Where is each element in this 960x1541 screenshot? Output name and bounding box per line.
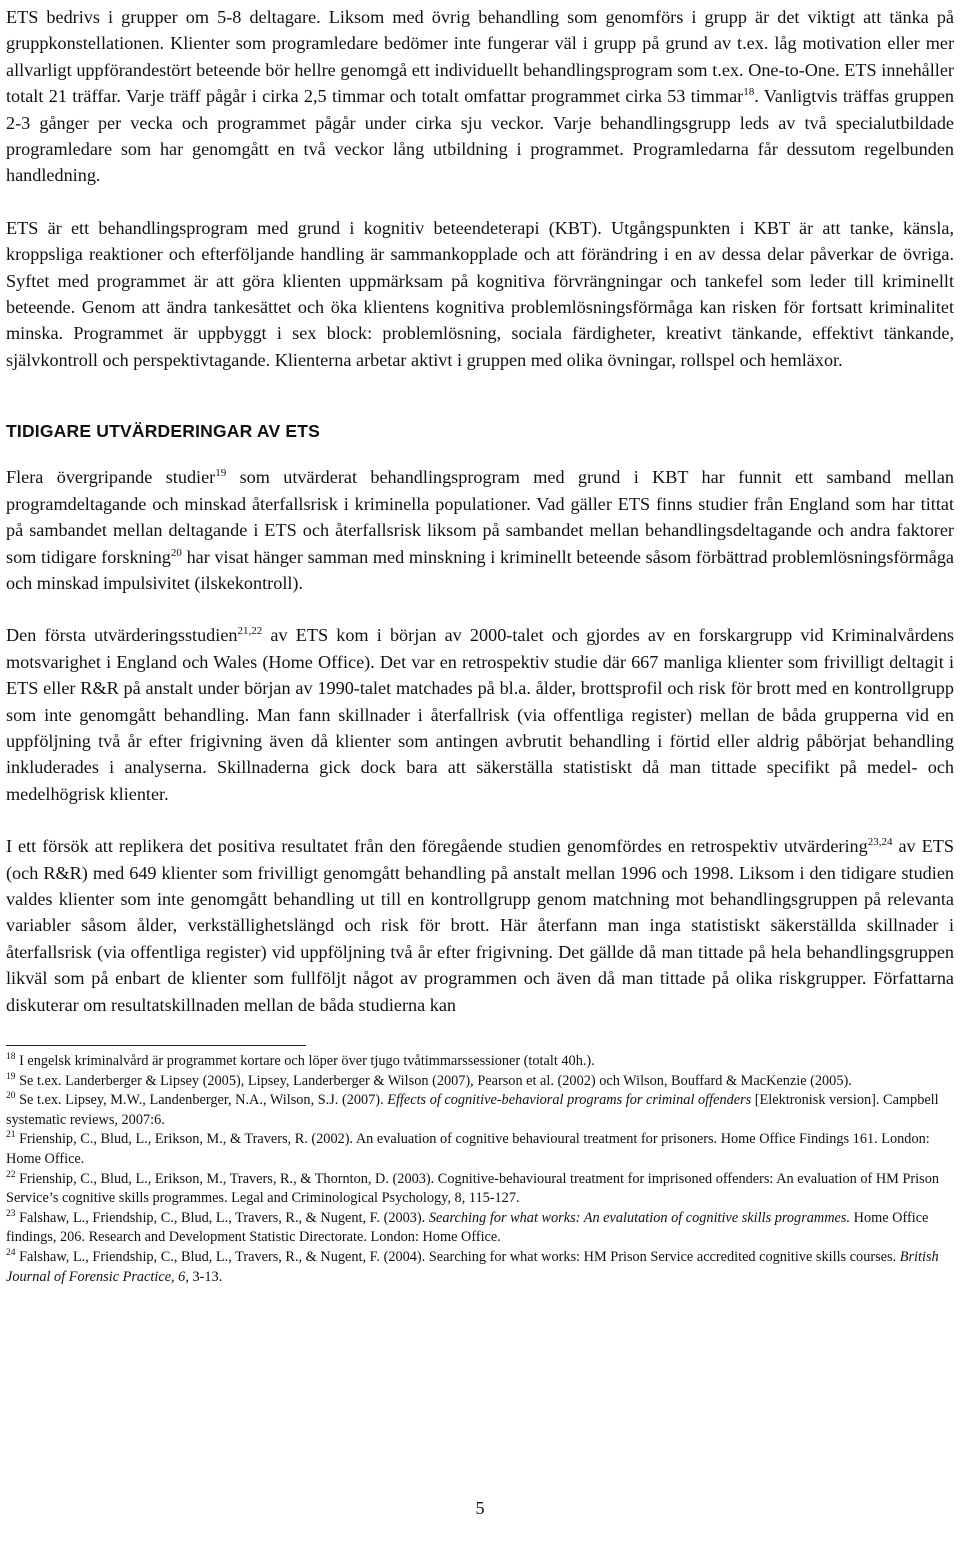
footnote (6, 1170, 954, 1209)
footnote (6, 1209, 954, 1248)
footnote-title: British Journal of Forensic Practice, 6, (6, 1248, 939, 1285)
footnote-title: Searching for what works: An evalutation of cognitive skills programmes. (428, 1209, 851, 1226)
paragraph-kbt-description: ETS är ett behandlingsprogram med grund i kognitiv beteendeterapi (KBT). Utgångspunkten i KBT är att tanke, känsla, kroppsliga reaktioner och efterföljande handling är sammankopplade och att förändring i en av dessa delar påverkar de övriga. Syftet med programmet är att göra klienten uppmärksam på kognitiva förvrängningar och tankefel som leder till kriminellt beteende. Genom att ändra tankesättet och öka klientens kognitiva problemlösningsförmåga kan risken för fortsatt kriminalitet minska. Programmet är uppbyggt i sex block: problemlösning, sociala färdigheter, kreativt tänkande, effektivt tänkande, självkontroll och perspektivtagande. Klienterna arbetar aktivt i gruppen med olika övningar, rollspel och hemläxor. (6, 217, 954, 370)
footnote-text: Frienship, C., Blud, L., Erikson, M., & Travers, R. (2002). An evaluation of cognitive behavioural treatment for prisoners. Home Office Findings 161. London: Home Office. (6, 1131, 930, 1167)
footnote (6, 1072, 954, 1092)
footnote-number: 20 (6, 1091, 16, 1102)
footnote-text: I engelsk kriminalvård är programmet kortare och löper över tjugo tvåtimmarssessioner (totalt 40h.). (15, 1053, 595, 1069)
footnote-text: Frienship, C., Blud, L., Erikson, M., Travers, R., & Thornton, D. (2003). Cognitive-behavioural treatment for imprisoned offenders: An evaluation of HM Prison Service’s cognitive skills programmes. Legal and Criminological Psychology, 8, 115-127. (6, 1170, 940, 1207)
paragraph-text: I ett försök att replikera det positiva resultatet från den föregående studien genomfördes en retrospektiv utvärdering (6, 836, 868, 857)
paragraph-text: Flera övergripande studier (6, 467, 216, 488)
paragraph-text: av ETS (och R&R) med 649 klienter som frivilligt genomgått behandling på anstalt mellan 1996 och 1998. Liksom i den tidigare studien valdes klienter som inte genomgått behandling ut till en kontrollgrupp genom matchning mot behandlingsgruppen på relevanta variabler såsom ålder, verkställighetslängd och risk för brott. Här återfann man inga statistiskt säkerställda skillnader i återfallsrisk (via offentliga register) vid uppföljning två år efter frigivning. Det gällde då man tittade på hela behandlingsgruppen likväl som på enbart de klienter som fullföljt något av programmen och även då man tittade på olika riskgrupper. Författarna diskuterar om resultatskillnaden mellan de båda studierna kan (6, 836, 954, 1015)
footnote-text: [Elektronisk version]. Campbell systematic reviews, 2007:6. (6, 1092, 939, 1128)
paragraph-text: av ETS kom i början av 2000-talet och gjordes av en forskargrupp vid Kriminalvårdens motsvarighet i England och Wales (Home Office). Det var en retrospektiv studie där 667 manliga klienter som frivilligt deltagit i ETS eller R&R på anstalt under början av 1990-talet matchades på bl.a. ålder, brottsprofil och risk för brott med en kontrollgrupp som inte genomgått behandling. Man fann skillnader i återfallrisk (via offentliga register) mellan de båda grupperna vid en uppföljning två år efter frigivning även då klienter som antingen avbrutit behandling i förtid eller aldrig påbörjat behandling inkluderades i analyserna. Skillnaderna gick dock bara att säkerställa statistiskt då man tittade specifikt på medel- och medelhögrisk klienter. (6, 625, 954, 804)
footnote-title: Effects of cognitive-behavioral programs for criminal offenders (387, 1092, 752, 1109)
footnote-text: Home Office findings, 206. Research and Development Statistic Directorate. London: Home Office. (6, 1209, 929, 1246)
footnote-ref-18[interactable]: 18 (743, 86, 755, 99)
paragraph-overview-studies (6, 464, 954, 596)
footnote (6, 1248, 954, 1287)
footnote-ref-21-22[interactable]: 21,22 (237, 625, 263, 638)
paragraph-text: . Vanligtvis träffas gruppen 2-3 gånger per vecka och programmet pågår under cirka sju veckor. Varje behandlingsgrupp leds av två specialutbildade programledare som har genomgått en två veckor lång utbildning i programmet. Programledarna får dessutom regelbunden handledning. (6, 86, 954, 186)
footnote-number: 21 (6, 1130, 16, 1141)
paragraph-text: Den första utvärderingsstudien (6, 625, 238, 646)
footnote-separator (6, 1045, 306, 1046)
footnote-text: Falshaw, L., Friendship, C., Blud, L., Travers, R., & Nugent, F. (2003). (15, 1209, 429, 1226)
footnote-ref-19[interactable]: 19 (215, 467, 227, 480)
paragraph-group-format (6, 0, 954, 189)
footnote-number: 18 (6, 1052, 16, 1063)
footnote (6, 1091, 954, 1130)
footnote-text: Falshaw, L., Friendship, C., Blud, L., Travers, R., & Nugent, F. (2004). Searching for what works: HM Prison Service accredited cognitive skills courses. (15, 1248, 900, 1265)
paragraph-text: som utvärderat behandlingsprogram med grund i KBT har funnit ett samband mellan programdeltagande och minskad återfallsrisk i kriminella populationer. Vad gäller ETS finns studier från England som har tittat på sambandet mellan deltagande i ETS och återfallsrisk liksom på sambandet mellan behandlingsdeltagande och andra faktorer som tidigare forskning (6, 467, 955, 567)
section-heading: TIDIGARE UTVÄRDERINGAR AV ETS (6, 421, 321, 442)
page-number: 5 (475, 1498, 485, 1518)
footnote-text: Se t.ex. Lipsey, M.W., Landenberger, N.A., Wilson, S.J. (2007). (15, 1092, 388, 1109)
footnote-ref-20[interactable]: 20 (170, 546, 182, 559)
paragraph-text: ETS bedrivs i grupper om 5-8 deltagare. Liksom med övrig behandling som genomförs i grupp är det viktigt att tänka på gruppkonstellationen. Klienter som programledare bedömer inte fungerar väl i grupp på grund av t.ex. låg motivation eller mer allvarligt uppförandestört beteende bör hellre genomgå ett individuellt behandlingsprogram som t.ex. One-to-One. ETS innehåller totalt 21 träffar. Varje träff pågår i cirka 2,5 timmar och totalt omfattar programmet cirka 53 timmar (6, 7, 954, 107)
document-page (6, 0, 954, 1287)
footnote (6, 1130, 954, 1169)
footnote-number: 19 (6, 1071, 16, 1082)
footnote-text: Se t.ex. Landerberger & Lipsey (2005), Lipsey, Landerberger & Wilson (2007), Pearson et al. (2002) och Wilson, Bouffard & MacKenzie (2005). (15, 1072, 852, 1089)
footnote-number: 22 (6, 1169, 16, 1180)
footnote-number: 24 (6, 1248, 16, 1259)
paragraph-first-study (6, 622, 954, 807)
paragraph-replication-study (6, 833, 954, 1018)
footnote-ref-23-24[interactable]: 23,24 (867, 836, 893, 849)
footnote-number: 23 (6, 1208, 16, 1219)
paragraph-text: har visat hänger samman med minskning i kriminellt beteende såsom förbättrad problemlösningsförmåga och minskad impulsivitet (ilskekontroll). (6, 546, 954, 593)
footnote-text: 3-13. (188, 1268, 223, 1285)
footnote (6, 1052, 954, 1072)
